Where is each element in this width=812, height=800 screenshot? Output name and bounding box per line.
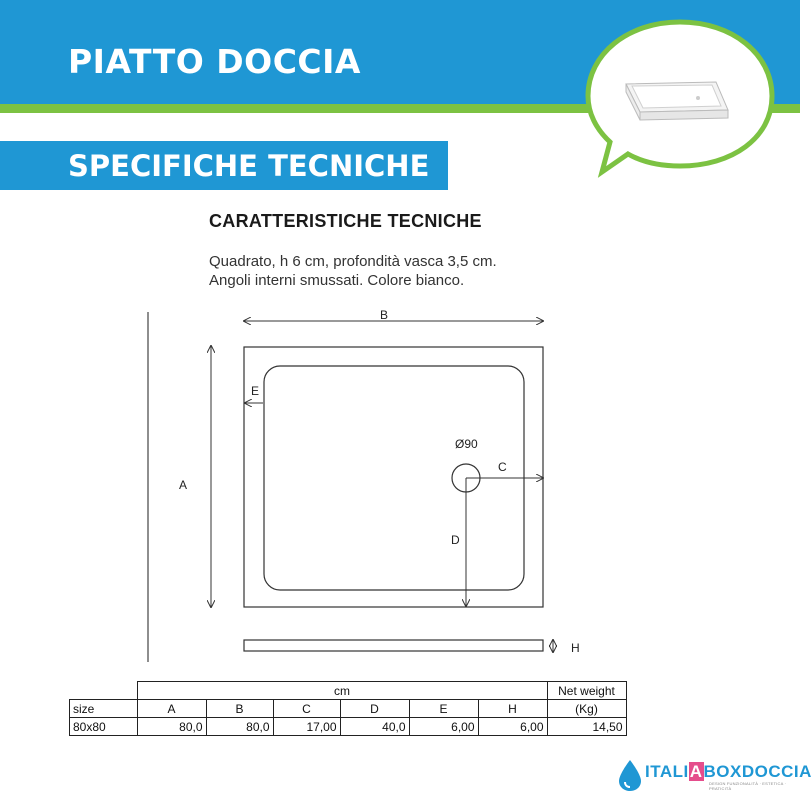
description-line: Quadrato, h 6 cm, profondità vasca 3,5 cm.: [209, 253, 497, 270]
section-title: CARATTERISTICHE TECNICHE: [209, 211, 482, 231]
value-cell: 40,0: [340, 718, 409, 736]
size-header: size: [70, 700, 138, 718]
table-column-row: [70, 700, 627, 718]
section-description: [209, 252, 629, 290]
weight-unit: (Kg): [547, 700, 626, 718]
product-thumbnail-bubble: [580, 14, 780, 184]
weight-header: Net weight: [547, 682, 626, 700]
drain-diameter-label: Ø90: [455, 437, 478, 451]
logo-italia-text: ITALI: [645, 762, 689, 781]
logo-boxdoccia-text: BOXDOCCIA: [703, 762, 812, 781]
shower-tray-icon: [626, 82, 728, 120]
water-drop-icon: [615, 758, 645, 792]
description-line: Angoli interni smussati. Colore bianco.: [209, 272, 465, 289]
column-header: E: [409, 700, 478, 718]
size-cell: 80x80: [70, 718, 138, 736]
value-cell: 6,00: [478, 718, 547, 736]
tray-side-profile: [244, 640, 543, 651]
technical-drawing: [0, 300, 800, 670]
specs-table: [69, 681, 627, 736]
page-subtitle: SPECIFICHE TECNICHE: [68, 149, 430, 183]
label-a: A: [179, 478, 188, 492]
column-header: C: [273, 700, 340, 718]
unit-header: cm: [137, 682, 547, 700]
page-title: PIATTO DOCCIA: [68, 42, 361, 81]
label-c: C: [498, 460, 507, 474]
value-cell: 80,0: [137, 718, 206, 736]
label-d: D: [451, 533, 460, 547]
tray-outline: [244, 347, 543, 607]
value-cell: 80,0: [206, 718, 273, 736]
label-b: B: [380, 308, 389, 322]
column-header: H: [478, 700, 547, 718]
table-row: [70, 718, 627, 736]
value-cell: 17,00: [273, 718, 340, 736]
column-header: B: [206, 700, 273, 718]
column-header: A: [137, 700, 206, 718]
brand-logo: [613, 758, 812, 792]
label-h: H: [571, 641, 580, 655]
logo-a-text: A: [689, 762, 703, 781]
label-e: E: [251, 384, 260, 398]
weight-cell: 14,50: [547, 718, 626, 736]
value-cell: 6,00: [409, 718, 478, 736]
logo-tagline: DESIGN FUNZIONALITÀ · ESTETICA · PRATICITÀ: [709, 781, 787, 791]
table-header-row: [70, 682, 627, 700]
column-header: D: [340, 700, 409, 718]
